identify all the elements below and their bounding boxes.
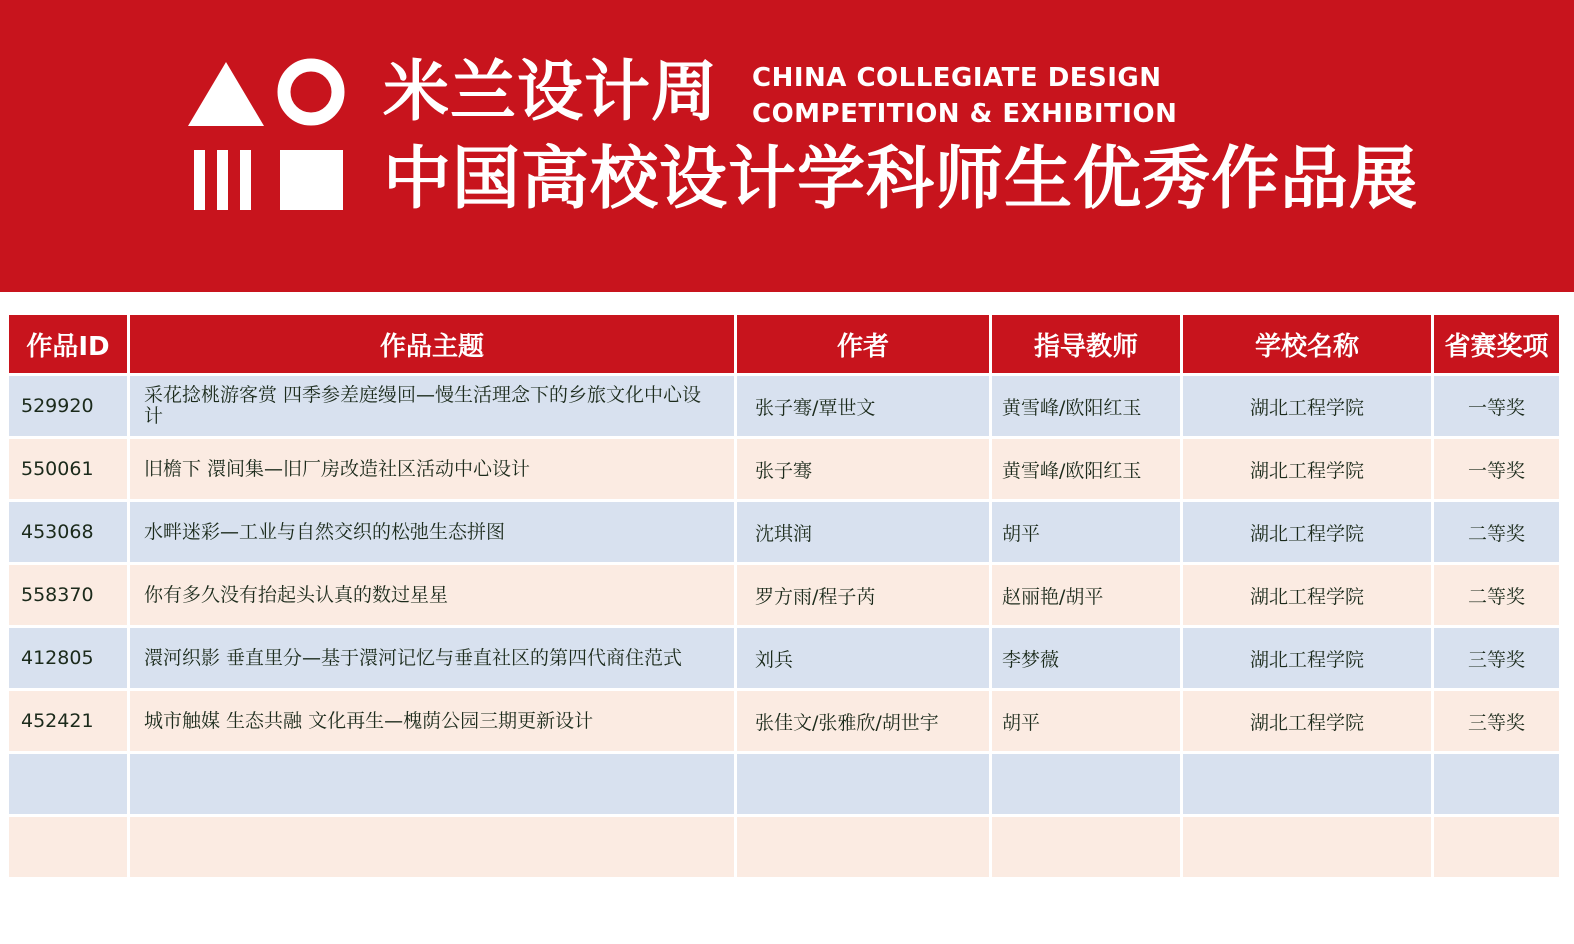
empty-cell xyxy=(1434,817,1559,877)
empty-cell xyxy=(737,817,989,877)
cell-advisor: 赵丽艳/胡平 xyxy=(992,565,1180,625)
cell-work-title: 城市触媒 生态共融 文化再生—槐荫公园三期更新设计 xyxy=(130,691,734,751)
cell-work-title: 旧檐下 澴间集—旧厂房改造社区活动中心设计 xyxy=(130,439,734,499)
table-row-empty xyxy=(9,754,1559,814)
cell-work-id: 453068 xyxy=(9,502,127,562)
empty-cell xyxy=(992,817,1180,877)
cell-award: 三等奖 xyxy=(1434,691,1559,751)
table-row xyxy=(9,439,1559,499)
design-week-logo-icon xyxy=(188,58,348,214)
cell-author: 沈琪润 xyxy=(737,502,989,562)
cell-award: 一等奖 xyxy=(1434,376,1559,436)
empty-cell xyxy=(130,817,734,877)
table-row xyxy=(9,628,1559,688)
cell-school: 湖北工程学院 xyxy=(1183,376,1431,436)
cell-work-id: 529920 xyxy=(9,376,127,436)
cell-work-id: 558370 xyxy=(9,565,127,625)
cell-author: 张佳文/张雅欣/胡世宇 xyxy=(737,691,989,751)
cell-work-title: 澴河织影 垂直里分—基于澴河记忆与垂直社区的第四代商住范式 xyxy=(130,628,734,688)
cell-author: 刘兵 xyxy=(737,628,989,688)
table-row xyxy=(9,502,1559,562)
brand-en-line1: CHINA COLLEGIATE DESIGN xyxy=(752,63,1162,93)
cell-school: 湖北工程学院 xyxy=(1183,565,1431,625)
empty-cell xyxy=(737,754,989,814)
cell-work-id: 550061 xyxy=(9,439,127,499)
table-row xyxy=(9,565,1559,625)
cell-school: 湖北工程学院 xyxy=(1183,502,1431,562)
cell-award: 一等奖 xyxy=(1434,439,1559,499)
empty-cell xyxy=(1183,754,1431,814)
cell-advisor: 李梦薇 xyxy=(992,628,1180,688)
cell-school: 湖北工程学院 xyxy=(1183,691,1431,751)
cell-author: 罗方雨/程子芮 xyxy=(737,565,989,625)
empty-cell xyxy=(1434,754,1559,814)
header-school: 学校名称 xyxy=(1183,315,1431,373)
table-row xyxy=(9,691,1559,751)
empty-cell xyxy=(9,754,127,814)
header-banner xyxy=(0,0,1574,292)
cell-school: 湖北工程学院 xyxy=(1183,628,1431,688)
cell-award: 三等奖 xyxy=(1434,628,1559,688)
cell-advisor: 胡平 xyxy=(992,691,1180,751)
table-row-empty xyxy=(9,817,1559,877)
cell-school: 湖北工程学院 xyxy=(1183,439,1431,499)
cell-work-id: 452421 xyxy=(9,691,127,751)
cell-award: 二等奖 xyxy=(1434,565,1559,625)
header-work-title: 作品主题 xyxy=(130,315,734,373)
header-advisor: 指导教师 xyxy=(992,315,1180,373)
cell-advisor: 黄雪峰/欧阳红玉 xyxy=(992,439,1180,499)
cell-work-title: 你有多久没有抬起头认真的数过星星 xyxy=(130,565,734,625)
cell-award: 二等奖 xyxy=(1434,502,1559,562)
cell-work-id: 412805 xyxy=(9,628,127,688)
cell-work-title: 采花捻桃游客赏 四季参差庭缦回—慢生活理念下的乡旅文化中心设计 xyxy=(130,376,734,436)
cell-author: 张子骞 xyxy=(737,439,989,499)
empty-cell xyxy=(9,817,127,877)
table-header-row xyxy=(9,315,1559,373)
cell-work-title: 水畔迷彩—工业与自然交织的松弛生态拼图 xyxy=(130,502,734,562)
awards-table xyxy=(6,312,1562,880)
empty-cell xyxy=(1183,817,1431,877)
empty-cell xyxy=(992,754,1180,814)
header-author: 作者 xyxy=(737,315,989,373)
header-work-id: 作品ID xyxy=(9,315,127,373)
brand-en-title xyxy=(752,60,1177,132)
cell-advisor: 胡平 xyxy=(992,502,1180,562)
cell-advisor: 黄雪峰/欧阳红玉 xyxy=(992,376,1180,436)
brand-cn-title: 米兰设计周 xyxy=(383,53,718,130)
brand-en-line2: COMPETITION & EXHIBITION xyxy=(752,99,1178,129)
cell-author: 张子骞/覃世文 xyxy=(737,376,989,436)
header-award: 省赛奖项 xyxy=(1434,315,1559,373)
exhibition-title: 中国高校设计学科师生优秀作品展 xyxy=(383,140,1419,219)
table-row xyxy=(9,376,1559,436)
empty-cell xyxy=(130,754,734,814)
